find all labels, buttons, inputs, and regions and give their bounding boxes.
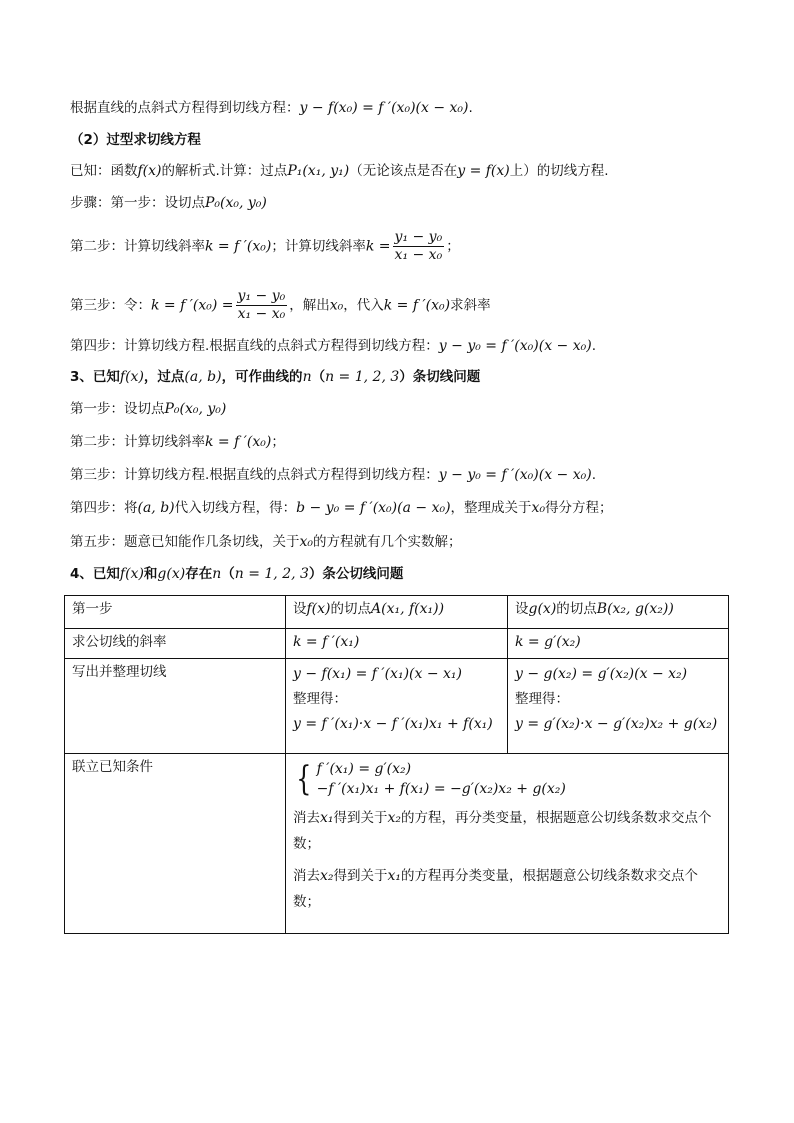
section-heading-2: （2）过型求切线方程 (70, 132, 201, 148)
math-expr: y = g′(x₂)·x − g′(x₂)x₂ + g(x₂) (515, 716, 718, 732)
math-expr: k = f ′(x₀) = (151, 297, 234, 314)
text: 求斜率 (450, 297, 491, 314)
text: 消去 (293, 868, 320, 884)
text: ，解出 (289, 297, 330, 314)
math-expr: b − y₀ = f ′(x₀)(a − x₀) (296, 500, 451, 516)
math-expr: P₁(x₁, y₁) (287, 163, 350, 179)
brace-icon: { (296, 759, 312, 799)
math-expr: k = f ′(x₁) (293, 634, 360, 650)
math-expr: n = 1, 2, 3 (325, 369, 400, 385)
math-expr: f ′(x₁) = g′(x₂) (316, 761, 412, 777)
table-cell (508, 629, 729, 659)
text: （无论该点是否在 (349, 163, 458, 179)
math-expr: x₂ (387, 810, 402, 826)
common-tangent-table (64, 595, 729, 934)
text: 第四步：计算切线方程.根据直线的点斜式方程得到切线方程： (70, 338, 439, 354)
table-cell (286, 596, 508, 629)
math-expr: k = f ′(x₀) (205, 238, 272, 255)
math-expr: (a, b) (184, 369, 222, 385)
known-line (70, 161, 609, 181)
math-expr: P₀(x₀, y₀) (164, 401, 227, 417)
text: 的方程就有几个实数解； (313, 534, 462, 550)
section-heading-4 (70, 564, 403, 584)
sec3-step-2 (70, 432, 285, 452)
math-expr: x₀ (531, 500, 546, 516)
math-expr: −f ′(x₁)x₁ + f(x₁) = −g′(x₂)x₂ + g(x₂) (316, 781, 566, 797)
table-cell: 联立已知条件 (65, 754, 286, 934)
text: ，过点 (143, 369, 185, 385)
math-expr: y − y₀ = f ′(x₀)(x − x₀) (438, 338, 592, 354)
table-cell (508, 659, 729, 754)
math-expr: y − f(x₀) = f ′(x₀)(x − x₀) (299, 100, 469, 116)
text: 第四步：将 (70, 500, 138, 516)
text: ）条切线问题 (399, 369, 481, 385)
tangent-eq-line (70, 98, 473, 118)
math-expr: x₂ (320, 868, 334, 884)
math-expr: x₀ (329, 297, 344, 314)
text: 的方程再分类变量，根据题意公切线条数求交点个数； (293, 868, 699, 910)
section-heading-3 (70, 367, 480, 387)
table-row (65, 596, 729, 629)
text: 消去 (293, 810, 320, 826)
text: 3、已知 (70, 369, 120, 385)
math-expr: y − y₀ = f ′(x₀)(x − x₀) (438, 467, 592, 483)
equation-system (293, 759, 721, 799)
text: . (591, 338, 596, 354)
paragraph (293, 805, 721, 857)
text: 代入切线方程，得： (174, 500, 297, 516)
sec3-step-1 (70, 399, 226, 419)
text: 得到关于 (333, 810, 388, 826)
text: 步骤：第一步：设切点 (70, 195, 205, 211)
step-4-line (70, 336, 596, 356)
math-expr: n (302, 369, 312, 385)
text: ；计算切线斜率 (271, 238, 366, 255)
math-expr: g(x) (157, 566, 186, 582)
math-expr: x₀ (299, 534, 314, 550)
table-cell (508, 596, 729, 629)
text: 的解析式.计算：过点 (161, 163, 288, 179)
math-expr: P₀(x₀, y₀) (205, 195, 267, 211)
slope-fraction (393, 229, 445, 264)
text: 第二步：计算切线斜率 (70, 434, 205, 450)
math-expr: g(x) (528, 601, 557, 617)
text: . (468, 100, 473, 116)
text: 第五步：题意已知能作几条切线，关于 (70, 534, 300, 550)
text: 已知：函数 (70, 163, 138, 179)
sec3-step-5 (70, 532, 462, 552)
text: ，代入 (343, 297, 384, 314)
math-expr: y − f(x₁) = f ′(x₁)(x − x₁) (293, 666, 462, 682)
text: 第二步：计算切线斜率 (70, 238, 205, 255)
text: ，可作曲线的 (221, 369, 303, 385)
table-row (65, 659, 729, 754)
step-2-line (70, 229, 460, 264)
slope-fraction (236, 288, 288, 323)
math-expr: A(x₁, f(x₁)) (371, 601, 445, 617)
math-expr: x₁ (320, 810, 334, 826)
table-cell (286, 754, 729, 934)
text: 的切点 (556, 601, 597, 617)
text: . (591, 467, 596, 483)
fraction-denominator: x₁ − x₀ (237, 306, 286, 322)
sec3-step-3 (70, 465, 596, 485)
text: 整理得： (293, 691, 347, 707)
math-expr: k = f ′(x₀) (205, 434, 272, 450)
fraction-numerator: y₁ − y₀ (394, 229, 443, 245)
math-expr: n = 1, 2, 3 (234, 566, 309, 582)
text: 第三步：计算切线方程.根据直线的点斜式方程得到切线方程： (70, 467, 439, 483)
math-expr: (a, b) (137, 500, 175, 516)
table-cell: 第一步 (65, 596, 286, 629)
table-cell (286, 659, 508, 754)
fraction-denominator: x₁ − x₀ (394, 247, 443, 263)
math-expr: x₁ (387, 868, 402, 884)
text: 根据直线的点斜式方程得到切线方程： (70, 100, 300, 116)
math-expr: f(x) (137, 163, 162, 179)
text: 得到关于 (333, 868, 388, 884)
text: ，整理成关于 (450, 500, 532, 516)
math-expr: n (212, 566, 222, 582)
text: 得分方程； (545, 500, 613, 516)
math-expr: f(x) (119, 369, 144, 385)
sec3-step-4 (70, 498, 613, 518)
text: 第一步：设切点 (70, 401, 165, 417)
math-expr: f(x) (306, 601, 331, 617)
text: 4、已知 (70, 566, 120, 582)
text: 和 (143, 566, 158, 582)
text: 的切点 (330, 601, 372, 617)
text: ； (446, 238, 460, 255)
math-expr: k = f ′(x₀) (383, 297, 451, 314)
text: 整理得： (515, 691, 569, 707)
math-expr: y = f ′(x₁)·x − f ′(x₁)x₁ + f(x₁) (293, 716, 493, 732)
text: 存在 (185, 566, 213, 582)
text: 第三步：令： (70, 297, 151, 314)
math-expr: k = (365, 238, 391, 255)
text: 的方程，再分类变量，根据题意公切线条数求交点个数； (293, 810, 712, 852)
table-row (65, 754, 729, 934)
table-cell (286, 629, 508, 659)
step-1-line (70, 193, 267, 213)
text: 上）的切线方程. (509, 163, 609, 179)
text: 设 (293, 601, 307, 617)
text: （ (221, 566, 235, 582)
table-cell: 写出并整理切线 (65, 659, 286, 754)
paragraph (293, 863, 721, 915)
step-3-line (70, 288, 491, 323)
text: ； (271, 434, 285, 450)
text: 设 (515, 601, 529, 617)
text: （ (311, 369, 326, 385)
math-expr: k = g′(x₂) (515, 634, 581, 650)
text: ）条公切线问题 (308, 566, 404, 582)
math-expr: f(x) (119, 566, 144, 582)
math-expr: y = f(x) (457, 163, 510, 179)
math-expr: B(x₂, g(x₂)) (596, 601, 674, 617)
math-expr: y − g(x₂) = g′(x₂)(x − x₂) (515, 666, 688, 682)
fraction-numerator: y₁ − y₀ (237, 288, 286, 304)
table-row (65, 629, 729, 659)
table-cell: 求公切线的斜率 (65, 629, 286, 659)
